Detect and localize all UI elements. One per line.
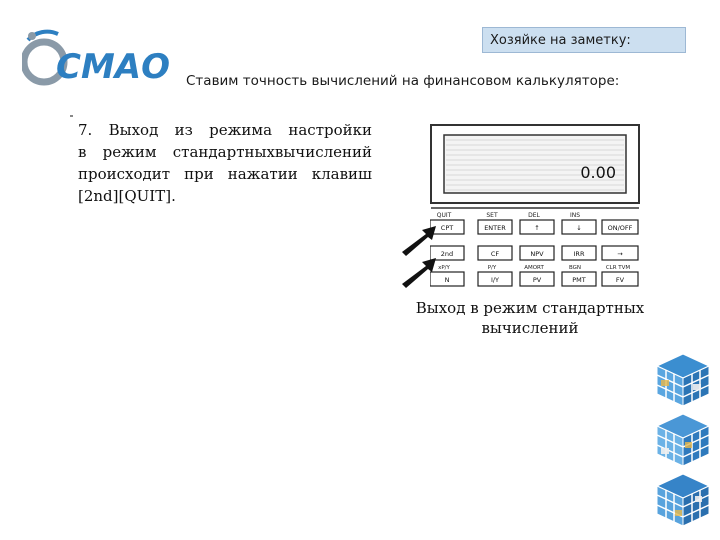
key-fv: FV (615, 276, 625, 284)
key-cpt: CPT (440, 224, 454, 232)
illustration-caption (410, 298, 650, 338)
key-cf: CF (490, 250, 500, 258)
instruction-paragraph (78, 119, 372, 207)
key-enter: ENTER (484, 224, 506, 232)
smao-logo (22, 26, 172, 96)
paragraph-line: 7. Выход из режима настройки (78, 121, 372, 139)
key-label-amort: AMORT (524, 265, 544, 271)
key-label-clrtvm: CLR TVM (605, 265, 631, 271)
key-2nd: 2nd (440, 250, 454, 258)
key-label-del: DEL (528, 212, 540, 219)
arrow-icon-2nd (402, 258, 436, 288)
key-pv: PV (532, 276, 542, 284)
key-label-quit: QUIT (436, 212, 452, 219)
calculator-illustration (430, 124, 642, 290)
paragraph-line: происходит при нажатии клавиш (78, 165, 372, 183)
paragraph-line: в режим стандартныхвычислений (78, 143, 372, 161)
calculator-display: 0.00 (580, 163, 616, 182)
logo-text: СМАО (56, 47, 171, 87)
pointer-arrows (400, 218, 450, 290)
key-up: ↑ (534, 224, 540, 232)
note-title: Хозяйке на заметку: (490, 33, 631, 48)
caption-line: Выход в режим стандартных (415, 299, 645, 317)
key-irr: IRR (573, 250, 585, 258)
rubik-cube-icon (655, 472, 711, 528)
key-arrow: → (617, 250, 623, 258)
key-label-xpy: xP/Y (438, 265, 450, 271)
rubik-cube-icon (655, 352, 711, 408)
key-label-bgn: BGN (568, 265, 582, 271)
page-subtitle: Ставим точность вычислений на финансовом калькуляторе: (186, 73, 620, 89)
arrow-icon-quit (402, 226, 436, 256)
key-label-set: SET (486, 212, 498, 219)
stray-mark (70, 115, 73, 117)
key-pmt: PMT (572, 276, 586, 284)
key-npv: NPV (530, 250, 544, 258)
caption-line: вычислений (481, 319, 579, 337)
key-iy: I/Y (490, 276, 500, 284)
key-label-py: P/Y (487, 265, 497, 271)
key-down: ↓ (576, 224, 582, 232)
key-onoff: ON/OFF (607, 224, 633, 232)
key-n: N (444, 276, 450, 284)
paragraph-line: [2nd][QUIT]. (78, 187, 176, 205)
rubik-cube-icon (655, 412, 711, 468)
key-label-ins: INS (569, 212, 581, 219)
